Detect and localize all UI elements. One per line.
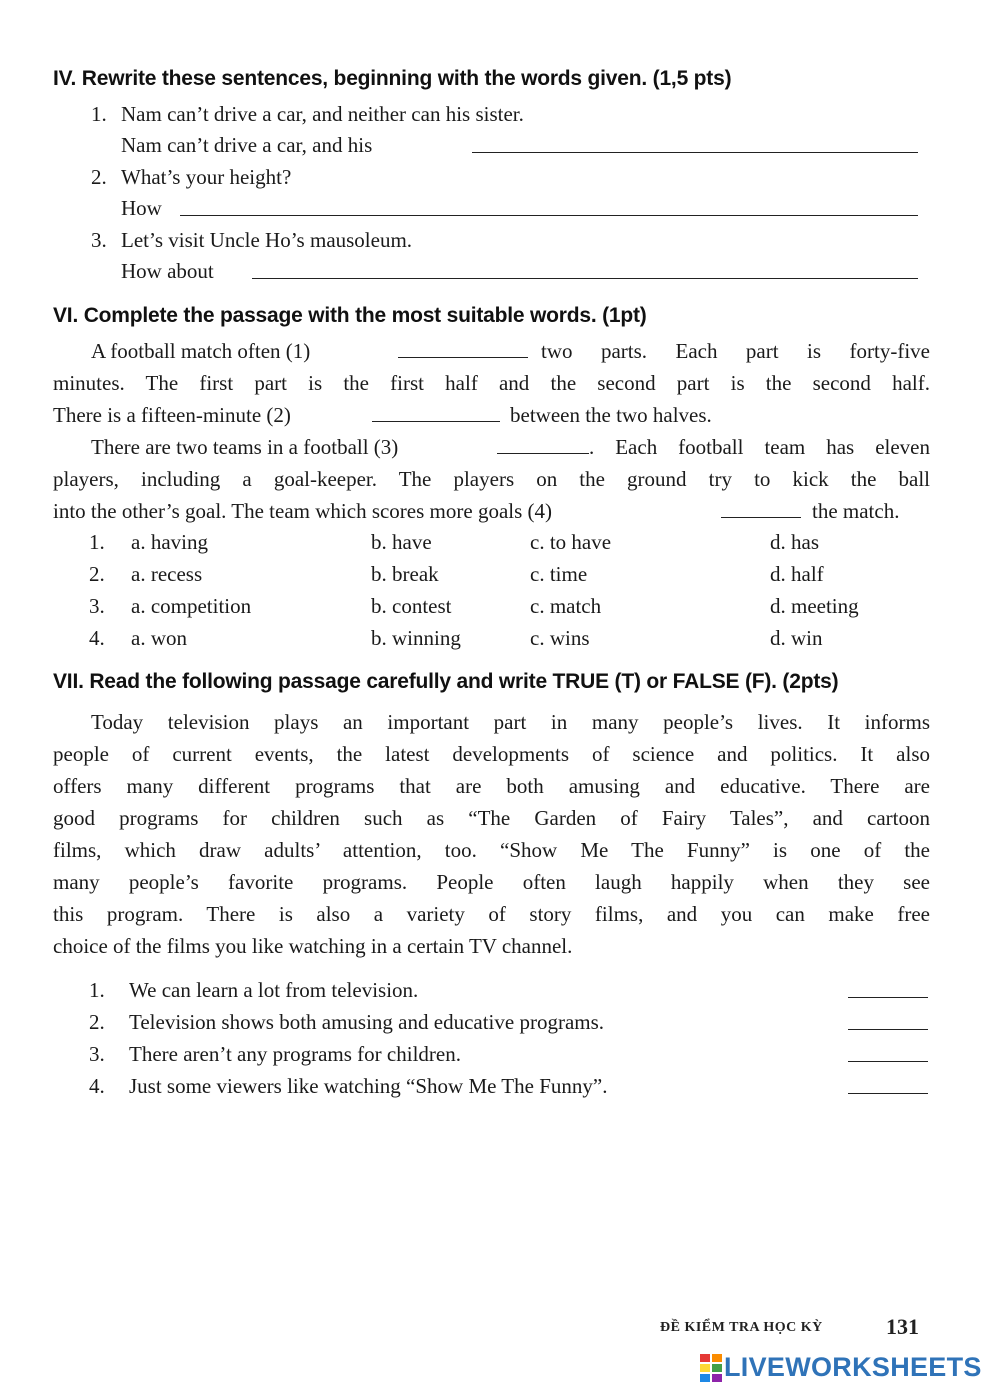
s6-option-1-number: 1. [89, 530, 105, 554]
s6-p2-line1-end: . Each football team has eleven [589, 435, 930, 459]
s7-passage-line-5: films, which draw adults’ attention, too. “Show Me The Funny” is one of the [53, 838, 930, 862]
s4-item-2-sentence: What’s your height? [121, 165, 292, 189]
logo-block-2 [712, 1354, 722, 1362]
s6-option-3-a[interactable]: a. competition [131, 594, 252, 618]
s4-item-3-sentence: Let’s visit Uncle Ho’s mausoleum. [121, 228, 413, 252]
s7-answer-blank-2[interactable] [848, 1029, 928, 1030]
s6-option-2-a[interactable]: a. recess [131, 562, 203, 586]
liveworksheets-watermark: LIVEWORKSHEETS [724, 1352, 982, 1382]
s6-option-2-d[interactable]: d. half [770, 562, 824, 586]
s7-statement-3-number: 3. [89, 1042, 105, 1066]
s6-blank-2[interactable] [372, 421, 500, 422]
s7-passage-line-6: many people’s favorite programs. People often laugh happily when they see [53, 870, 930, 894]
s7-passage-line-1: Today television plays an important part in many people’s lives. It informs [91, 710, 930, 734]
s6-option-4-a[interactable]: a. won [131, 626, 187, 650]
s6-option-1-d[interactable]: d. has [770, 530, 819, 554]
s7-statement-4-text: Just some viewers like watching “Show Me The Funny”. [129, 1074, 608, 1098]
s6-option-4-d[interactable]: d. win [770, 626, 823, 650]
s6-p2-line2: players, including a goal-keeper. The players on the ground try to kick the ball [53, 467, 930, 491]
s4-item-1-sentence: Nam can’t drive a car, and neither can his sister. [121, 102, 524, 126]
s6-p1-line1-end: two parts. Each part is forty-five [541, 339, 930, 363]
s6-blank-4[interactable] [721, 517, 801, 518]
s4-item-1-prompt: Nam can’t drive a car, and his [121, 133, 373, 157]
s6-option-2-c[interactable]: c. time [530, 562, 588, 586]
s4-item-2-number: 2. [91, 165, 107, 189]
s6-p2-line1-start: There are two teams in a football (3) [91, 435, 399, 459]
s6-option-4-c[interactable]: c. wins [530, 626, 590, 650]
s6-option-4-number: 4. [89, 626, 105, 650]
logo-block-6 [712, 1374, 722, 1382]
logo-block-1 [700, 1354, 710, 1362]
s6-p1-line2: minutes. The first part is the first half and the second part is the second half. [53, 371, 930, 395]
s4-item-1-number: 1. [91, 102, 107, 126]
logo-block-3 [700, 1364, 710, 1372]
logo-block-5 [700, 1374, 710, 1382]
s6-option-1-c[interactable]: c. to have [530, 530, 612, 554]
section-6-heading: VI. Complete the passage with the most suitable words. (1pt) [53, 304, 647, 327]
s4-item-2-prompt: How [121, 196, 162, 220]
s4-item-3-prompt: How about [121, 259, 214, 283]
s6-blank-3[interactable] [497, 453, 589, 454]
s6-p1-line1-start: A football match often (1) [91, 339, 311, 363]
s6-option-3-d[interactable]: d. meeting [770, 594, 859, 618]
footer-page-number: 131 [886, 1314, 919, 1339]
s6-option-1-b[interactable]: b. have [371, 530, 432, 554]
s7-statement-1-text: We can learn a lot from television. [129, 978, 419, 1002]
s6-option-3-number: 3. [89, 594, 105, 618]
s6-option-2-number: 2. [89, 562, 105, 586]
s6-option-3-c[interactable]: c. match [530, 594, 602, 618]
logo-block-4 [712, 1364, 722, 1372]
section-4-heading: IV. Rewrite these sentences, beginning with the words given. (1,5 pts) [53, 67, 732, 90]
s4-item-2-answer-blank[interactable] [180, 215, 918, 216]
s7-passage-line-2: people of current events, the latest developments of science and politics. It also [53, 742, 930, 766]
s7-statement-4-number: 4. [89, 1074, 105, 1098]
s7-statement-1-number: 1. [89, 978, 105, 1002]
s6-option-2-b[interactable]: b. break [371, 562, 439, 586]
s6-p2-line3-end: the match. [812, 499, 900, 523]
s6-p2-line3-start: into the other’s goal. The team which scores more goals (4) [53, 499, 553, 523]
s7-passage-line-7: this program. There is also a variety of story films, and you can make free [53, 902, 930, 926]
s6-blank-1[interactable] [398, 357, 528, 358]
s7-statement-2-number: 2. [89, 1010, 105, 1034]
s6-option-1-a[interactable]: a. having [131, 530, 208, 554]
s7-passage-line-3: offers many different programs that are both amusing and educative. There are [53, 774, 930, 798]
s4-item-3-number: 3. [91, 228, 107, 252]
s6-option-4-b[interactable]: b. winning [371, 626, 461, 650]
s7-answer-blank-3[interactable] [848, 1061, 928, 1062]
s6-p1-line3-start: There is a fifteen-minute (2) [53, 403, 291, 427]
section-7-heading: VII. Read the following passage carefully and write TRUE (T) or FALSE (F). (2pts) [53, 670, 839, 693]
s6-p1-line3-end: between the two halves. [510, 403, 712, 427]
s4-item-3-answer-blank[interactable] [252, 278, 918, 279]
s7-answer-blank-4[interactable] [848, 1093, 928, 1094]
s6-option-3-b[interactable]: b. contest [371, 594, 452, 618]
s7-statement-2-text: Television shows both amusing and educative programs. [129, 1010, 605, 1034]
s4-item-1-answer-blank[interactable] [472, 152, 918, 153]
s7-answer-blank-1[interactable] [848, 997, 928, 998]
s7-passage-line-4: good programs for children such as “The Garden of Fairy Tales”, and cartoon [53, 806, 930, 830]
footer-book-title: ĐỀ KIỂM TRA HỌC KỲ [660, 1320, 823, 1335]
s7-passage-line-8: choice of the films you like watching in a certain TV channel. [53, 934, 573, 958]
s7-statement-3-text: There aren’t any programs for children. [129, 1042, 461, 1066]
